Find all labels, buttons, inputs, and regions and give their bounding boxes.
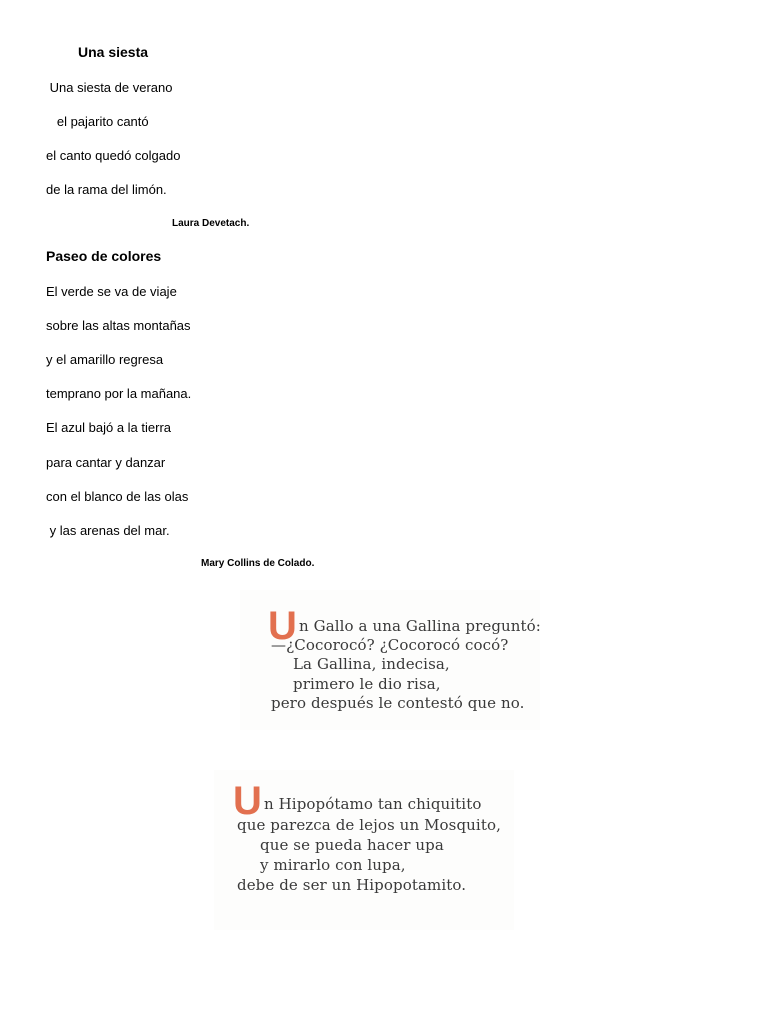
poem2-line-2: sobre las altas montañas: [46, 318, 191, 333]
rhyme2-line-2: que parezca de lejos un Mosquito,: [237, 816, 501, 834]
poem2-line-5: El azul bajó a la tierra: [46, 420, 172, 435]
rhyme1-line-4: primero le dio risa,: [293, 675, 441, 693]
rhyme1-line-2: —¿Cocorocó? ¿Cocorocó cocó?: [271, 636, 509, 654]
rhyme1-line-5: pero después le contestó que no.: [271, 694, 525, 712]
rhyme1-line-3: La Gallina, indecisa,: [293, 655, 450, 673]
rhyme2-drop-cap: U: [233, 779, 262, 823]
poem2-line-3: y el amarillo regresa: [46, 352, 164, 367]
poem2-title: Paseo de colores: [46, 248, 162, 264]
rhyme1-scan-image: [240, 590, 540, 730]
poem1-title: Una siesta: [78, 44, 149, 60]
poem2-line-7: con el blanco de las olas: [46, 489, 189, 504]
poem1-author: Laura Devetach.: [172, 218, 250, 229]
poem1-line-3: el canto quedó colgado: [46, 148, 181, 163]
rhyme2-line-1: n Hipopótamo tan chiquitito: [264, 795, 482, 813]
poem1-line-4: de la rama del limón.: [46, 182, 167, 197]
rhyme1-line-1: n Gallo a una Gallina preguntó:: [299, 617, 541, 635]
poem1-line-2: el pajarito cantó: [46, 114, 149, 129]
poem2-author: Mary Collins de Colado.: [201, 558, 315, 569]
poem2-line-8: y las arenas del mar.: [46, 523, 170, 538]
poem2-line-1: El verde se va de viaje: [46, 284, 177, 299]
rhyme1-drop-cap: U: [268, 604, 297, 648]
poem1-line-1: Una siesta de verano: [46, 80, 173, 95]
rhyme2-line-4: y mirarlo con lupa,: [260, 856, 406, 874]
rhyme2-line-3: que se pueda hacer upa: [260, 836, 444, 854]
rhyme2-scan-image: [214, 770, 514, 930]
poem2-line-6: para cantar y danzar: [46, 455, 166, 470]
rhyme2-line-5: debe de ser un Hipopotamito.: [237, 876, 467, 894]
poem2-line-4: temprano por la mañana.: [46, 386, 192, 401]
